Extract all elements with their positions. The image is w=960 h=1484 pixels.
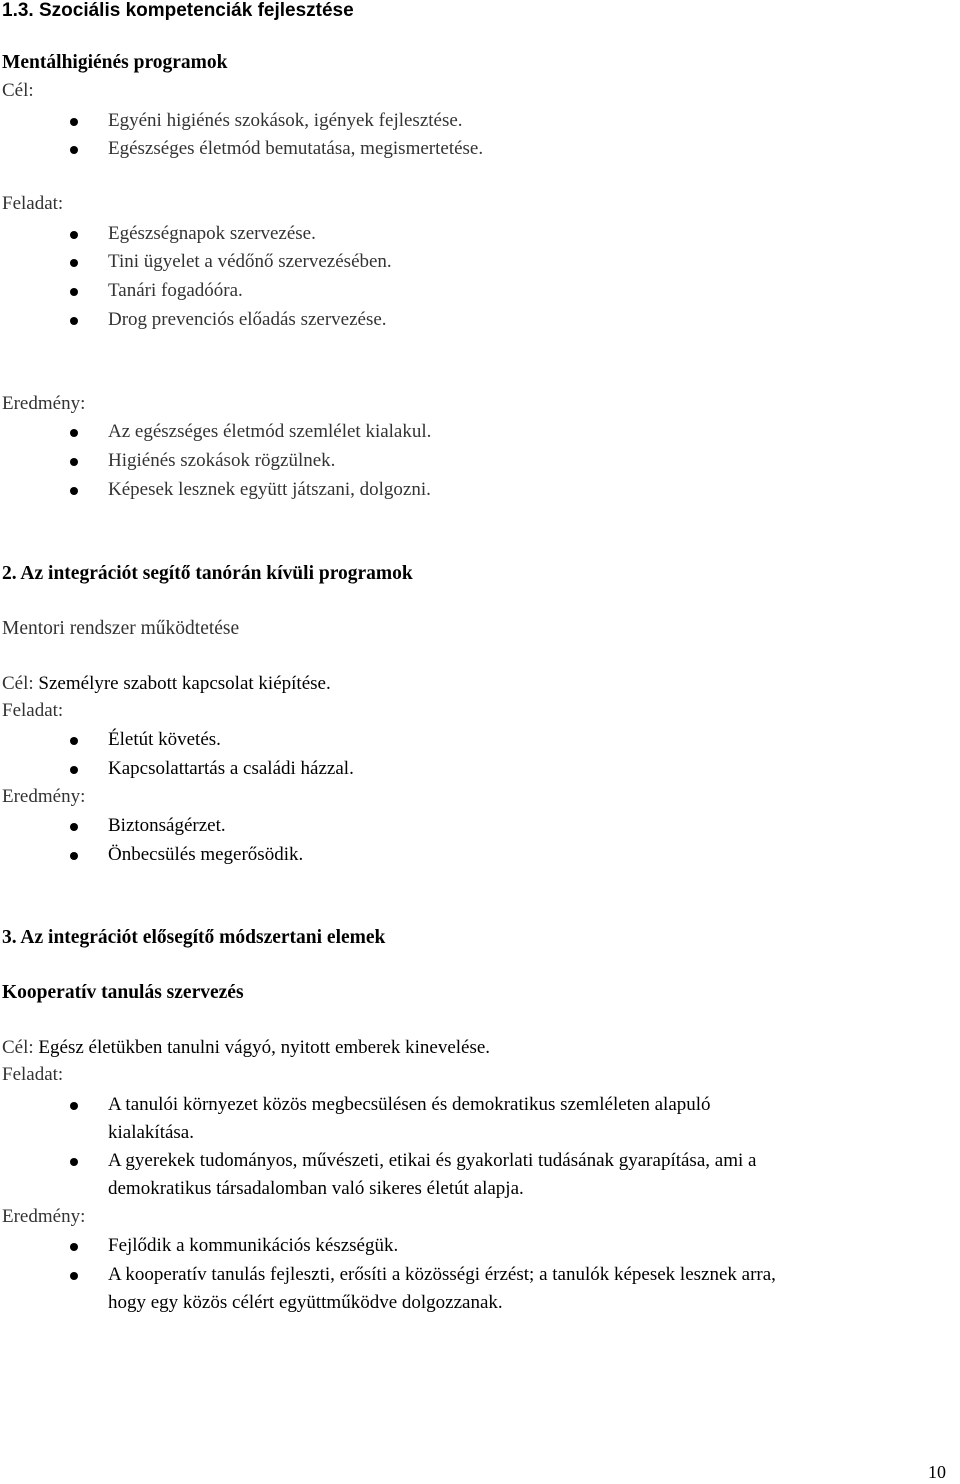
list-item: Egyéni higiénés szokások, igények fejlesztése.: [108, 110, 463, 131]
page-number: 10: [928, 1462, 946, 1482]
list-item: Kapcsolattartás a családi házzal.: [108, 758, 354, 779]
list-item: Képesek lesznek együtt játszani, dolgozni.: [108, 479, 431, 500]
list-item: Életút követés.: [108, 729, 221, 750]
bullet-icon: [70, 1272, 78, 1280]
cel-text: Személyre szabott kapcsolat kiépítése.: [33, 673, 331, 694]
feladat-label: Feladat:: [2, 193, 64, 214]
list-item: Egészséges életmód bemutatása, megismertetése.: [108, 138, 484, 159]
bullet-icon: [70, 766, 78, 774]
program-title: Kooperatív tanulás szervezés: [2, 982, 244, 1003]
bullet-icon: [70, 737, 78, 745]
bullet-icon: [70, 146, 78, 154]
cel-line: [2, 673, 331, 695]
section-title: 3. Az integrációt elősegítő módszertani elemek: [2, 927, 386, 948]
cel-line: [2, 1037, 490, 1059]
list-item-line: demokratikus társadalomban való sikeres életút alapja.: [108, 1178, 524, 1199]
cel-label: Cél:: [2, 1037, 34, 1058]
cel-text: Egész életükben tanulni vágyó, nyitott emberek kinevelése.: [33, 1037, 491, 1058]
list-item-line: hogy egy közös célért együttműködve dolgozzanak.: [108, 1292, 503, 1313]
cel-label: Cél:: [2, 80, 34, 101]
feladat-label: Feladat:: [2, 1064, 64, 1085]
list-item-line: A tanulói környezet közös megbecsülésen és demokratikus szemléleten alapuló: [108, 1094, 711, 1115]
list-item-line: A gyerekek tudományos, művészeti, etikai és gyakorlati tudásának gyarapítása, ami a: [108, 1150, 757, 1171]
bullet-icon: [70, 429, 78, 437]
list-item: Higiénés szokások rögzülnek.: [108, 450, 336, 471]
bullet-icon: [70, 852, 78, 860]
list-item-line: A kooperatív tanulás fejleszti, erősíti a közösségi érzést; a tanulók képesek lesznek arra,: [108, 1264, 776, 1285]
bullet-icon: [70, 288, 78, 296]
eredmeny-label: Eredmény:: [2, 786, 86, 807]
bullet-icon: [70, 1102, 78, 1110]
cel-label: Cél:: [2, 673, 34, 694]
list-item: Egészségnapok szervezése.: [108, 223, 316, 244]
eredmeny-label: Eredmény:: [2, 1206, 86, 1227]
eredmeny-label: Eredmény:: [2, 393, 86, 414]
bullet-icon: [70, 1243, 78, 1251]
list-item: Biztonságérzet.: [108, 815, 226, 836]
bullet-icon: [70, 118, 78, 126]
list-item: Tini ügyelet a védőnő szervezésében.: [108, 251, 392, 272]
section-heading: 1.3. Szociális kompetenciák fejlesztése: [2, 0, 354, 21]
list-item: Az egészséges életmód szemlélet kialakul.: [108, 421, 432, 442]
list-item-line: kialakítása.: [108, 1122, 194, 1143]
bullet-icon: [70, 823, 78, 831]
bullet-icon: [70, 458, 78, 466]
list-item: Önbecsülés megerősödik.: [108, 844, 304, 865]
bullet-icon: [70, 487, 78, 495]
program-title: Mentori rendszer működtetése: [2, 618, 240, 639]
list-item-line: Fejlődik a kommunikációs készségük.: [108, 1235, 399, 1256]
program-title: Mentálhigiénés programok: [2, 52, 228, 73]
list-item: Tanári fogadóóra.: [108, 280, 243, 301]
feladat-label: Feladat:: [2, 700, 64, 721]
section-title: 2. Az integrációt segítő tanórán kívüli programok: [2, 563, 413, 584]
bullet-icon: [70, 1158, 78, 1166]
bullet-icon: [70, 317, 78, 325]
bullet-icon: [70, 259, 78, 267]
bullet-icon: [70, 231, 78, 239]
list-item: Drog prevenciós előadás szervezése.: [108, 309, 387, 330]
